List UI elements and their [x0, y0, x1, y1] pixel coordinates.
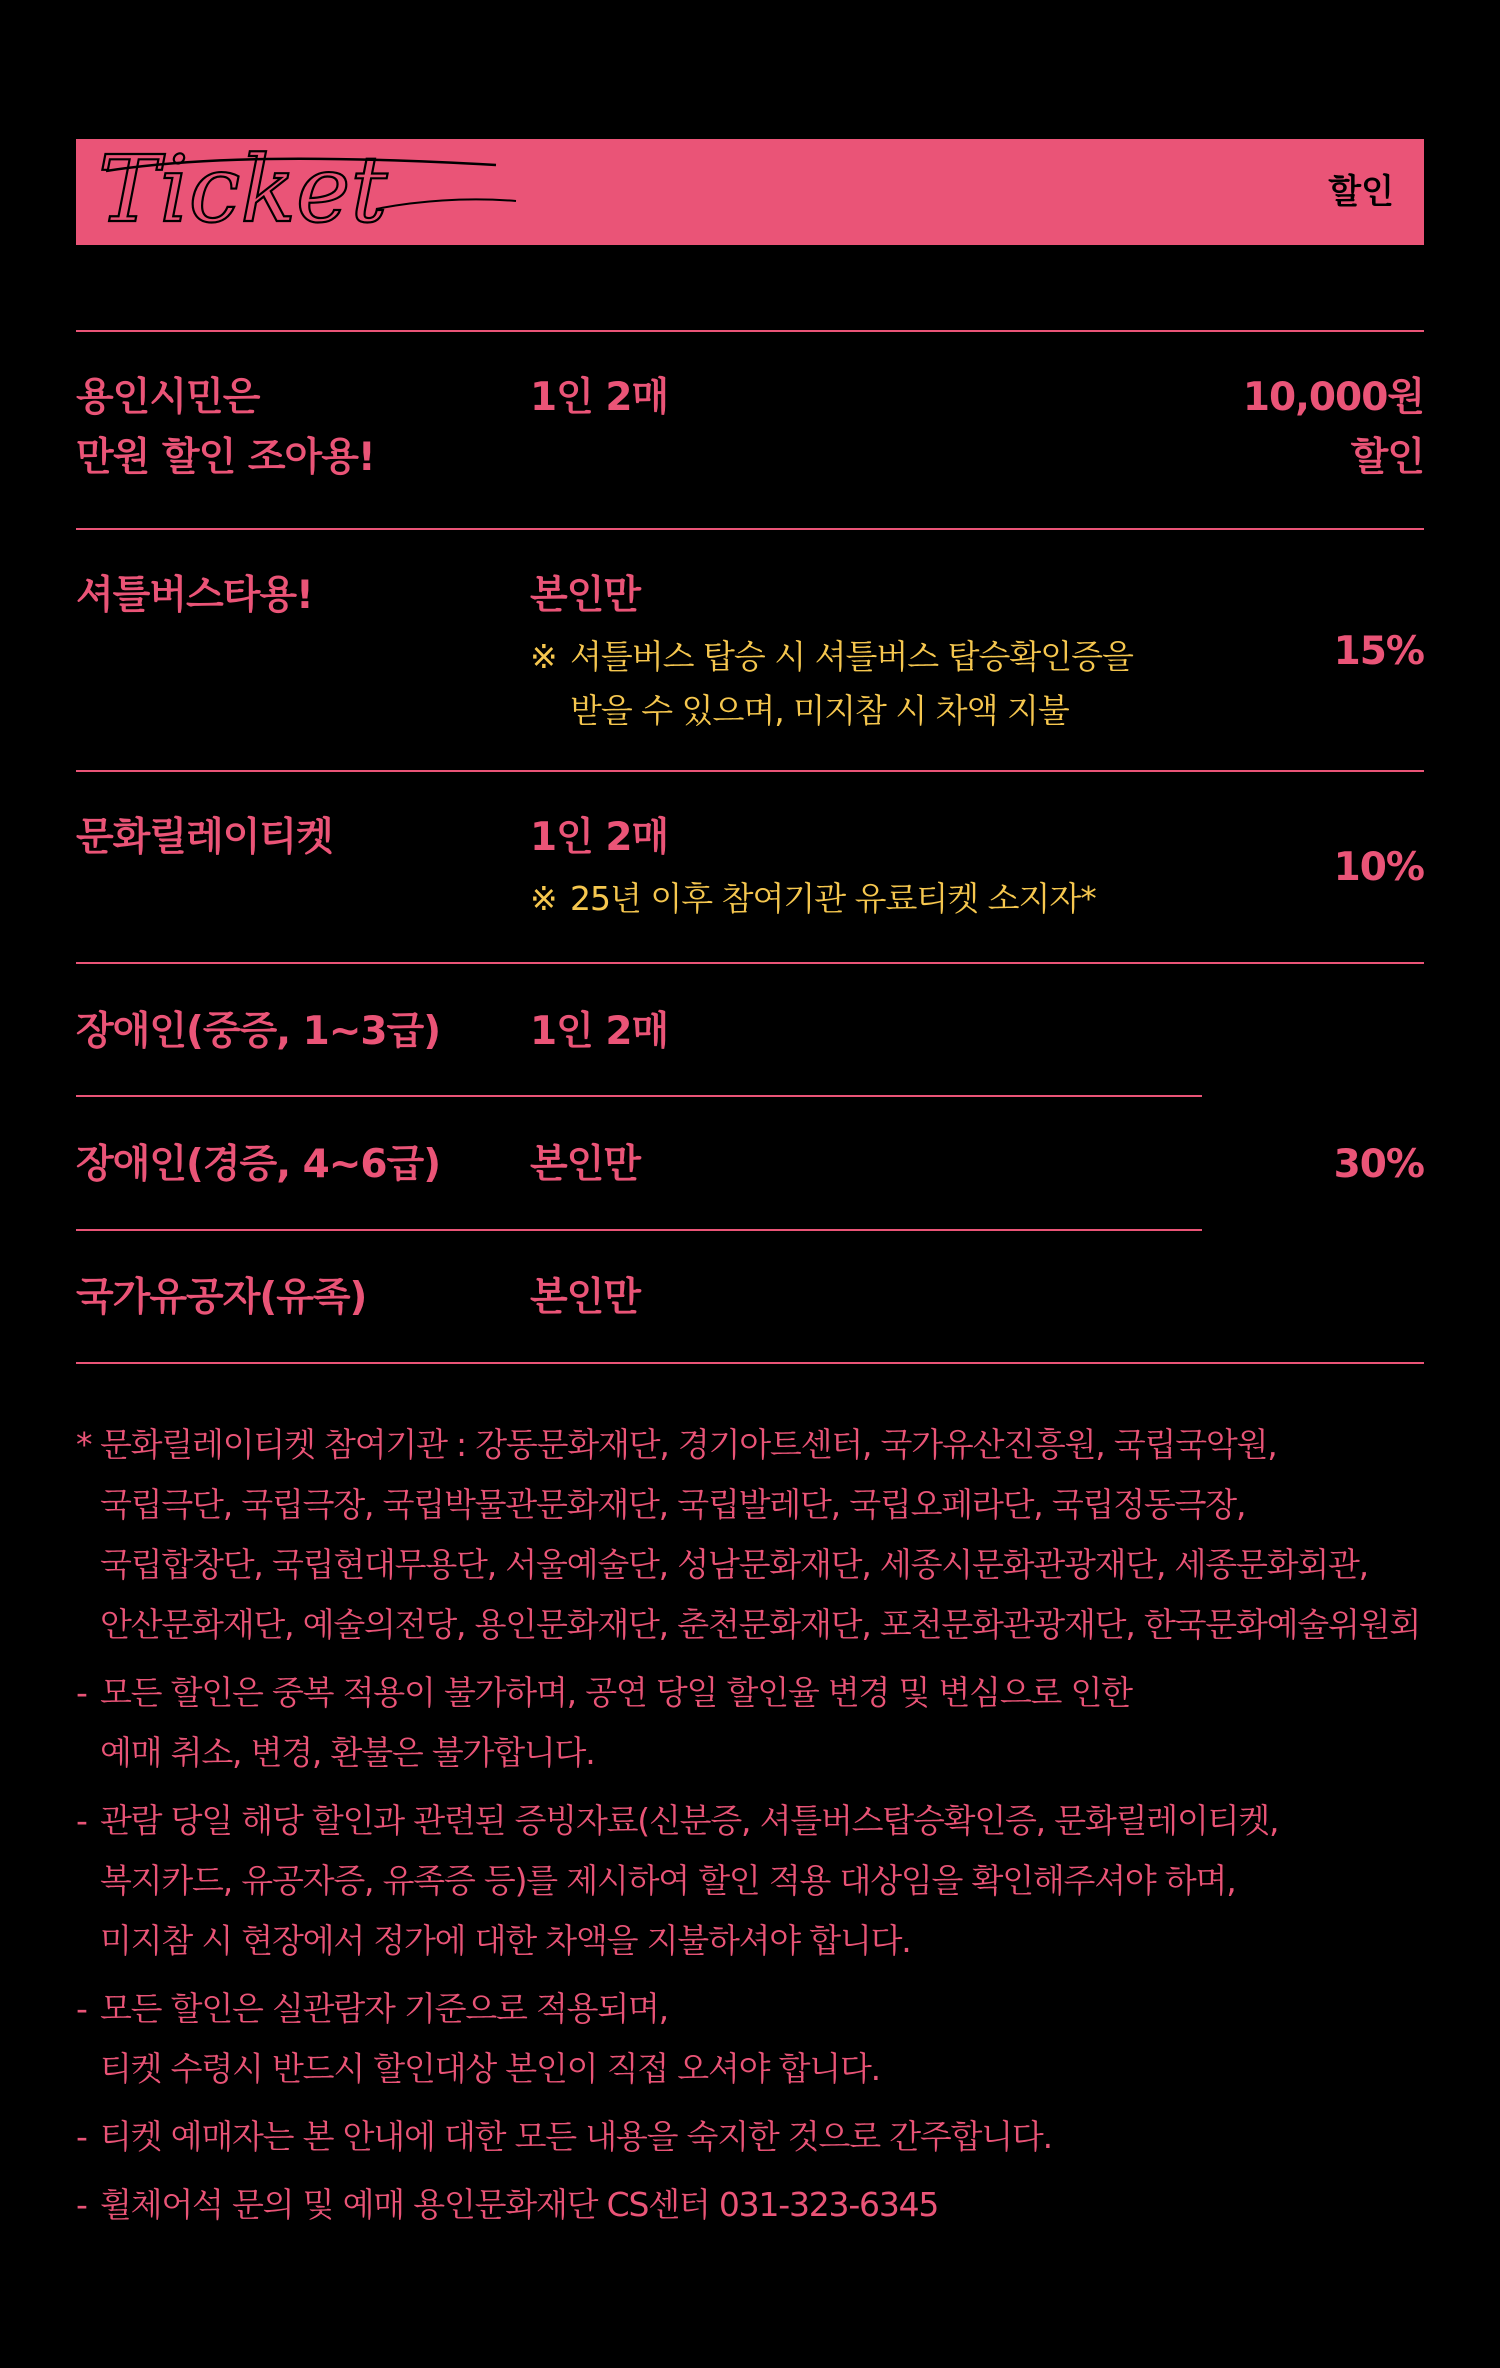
group-discount: 30%	[1333, 1142, 1424, 1187]
notice-item	[76, 2107, 1446, 2167]
notice-bullet: -	[76, 1673, 87, 1712]
row-category: 국가유공자(유족)	[76, 1275, 367, 1320]
notice-item	[76, 1979, 1446, 2099]
row-quantity: 1인 2매	[530, 375, 669, 420]
notice-item	[76, 1791, 1446, 1971]
row-note-line: 받을 수 있으며, 미지참 시 차액 지불	[570, 691, 1069, 730]
notice-line: 모든 할인은 중복 적용이 불가하며, 공연 당일 할인율 변경 및 변심으로 인한	[100, 1673, 1132, 1712]
row-quantity: 1인 2매	[530, 815, 669, 860]
banner-label: 할인	[1328, 172, 1394, 212]
row-quantity: 1인 2매	[530, 1009, 669, 1054]
notice-line: 국립극단, 국립극장, 국립박물관문화재단, 국립발레단, 국립오페라단, 국립정동극장,	[100, 1485, 1246, 1524]
notice-line: 안산문화재단, 예술의전당, 용인문화재단, 춘천문화재단, 포천문화관광재단, 한국문화예술위원회	[100, 1605, 1421, 1644]
notice-item	[76, 1663, 1446, 1783]
row-quantity: 본인만	[530, 573, 641, 618]
row-note	[530, 870, 1096, 928]
notice-line: 문화릴레이티켓 참여기관 : 강동문화재단, 경기아트센터, 국가유산진흥원, 국립국악원,	[100, 1425, 1277, 1464]
row-category: 장애인(경증, 4~6급)	[76, 1142, 441, 1187]
row-note	[530, 628, 1133, 686]
notice-list	[76, 1415, 1446, 2243]
notice-line: 복지카드, 유공자증, 유족증 등)를 제시하여 할인 적용 대상임을 확인해주셔야 하며,	[100, 1861, 1236, 1900]
reference-mark: ※	[530, 879, 557, 918]
notice-bullet: -	[76, 1989, 87, 2028]
divider	[76, 528, 1424, 530]
notice-line: 미지참 시 현장에서 정가에 대한 차액을 지불하셔야 합니다.	[100, 1921, 911, 1960]
reference-mark: ※	[530, 637, 557, 676]
notice-bullet: *	[76, 1425, 92, 1464]
row-discount: 10%	[1333, 845, 1424, 890]
row-discount: 할인	[1350, 435, 1424, 480]
divider	[76, 962, 1424, 964]
notice-line: 티켓 예매자는 본 안내에 대한 모든 내용을 숙지한 것으로 간주합니다.	[100, 2117, 1052, 2156]
divider	[76, 330, 1424, 332]
row-note-line: 셔틀버스 탑승 시 셔틀버스 탑승확인증을	[570, 637, 1133, 676]
row-category: 셔틀버스타용!	[76, 573, 313, 618]
divider	[76, 1229, 1202, 1231]
row-category: 만원 할인 조아용!	[76, 435, 375, 480]
ticket-script-logo	[76, 139, 536, 245]
notice-line: 티켓 수령시 반드시 할인대상 본인이 직접 오셔야 합니다.	[100, 2049, 880, 2088]
notice-bullet: -	[76, 2117, 87, 2156]
row-note	[530, 682, 1069, 740]
row-discount: 15%	[1333, 629, 1424, 674]
notice-line: 휠체어석 문의 및 예매 용인문화재단 CS센터 031-323-6345	[100, 2185, 939, 2224]
row-category: 용인시민은	[76, 375, 260, 420]
notice-bullet: -	[76, 1801, 87, 1840]
notice-line: 국립합창단, 국립현대무용단, 서울예술단, 성남문화재단, 세종시문화관광재단, 세종문화회관,	[100, 1545, 1368, 1584]
divider	[76, 770, 1424, 772]
notice-bullet: -	[76, 2185, 87, 2224]
row-note-line: 25년 이후 참여기관 유료티켓 소지자*	[570, 879, 1096, 918]
row-discount: 10,000원	[1242, 375, 1424, 420]
notice-line: 예매 취소, 변경, 환불은 불가합니다.	[100, 1733, 595, 1772]
svg-text:Ticket: Ticket	[98, 139, 388, 243]
notice-line: 관람 당일 해당 할인과 관련된 증빙자료(신분증, 셔틀버스탑승확인증, 문화릴레이티켓,	[100, 1801, 1279, 1840]
notice-item	[76, 2175, 1446, 2235]
divider	[76, 1095, 1202, 1097]
row-category: 장애인(중증, 1~3급)	[76, 1009, 441, 1054]
notice-item	[76, 1415, 1446, 1655]
ticket-banner	[76, 139, 1424, 245]
notice-line: 모든 할인은 실관람자 기준으로 적용되며,	[100, 1989, 668, 2028]
divider	[76, 1362, 1424, 1364]
row-quantity: 본인만	[530, 1142, 641, 1187]
row-category: 문화릴레이티켓	[76, 815, 333, 860]
row-quantity: 본인만	[530, 1275, 641, 1320]
